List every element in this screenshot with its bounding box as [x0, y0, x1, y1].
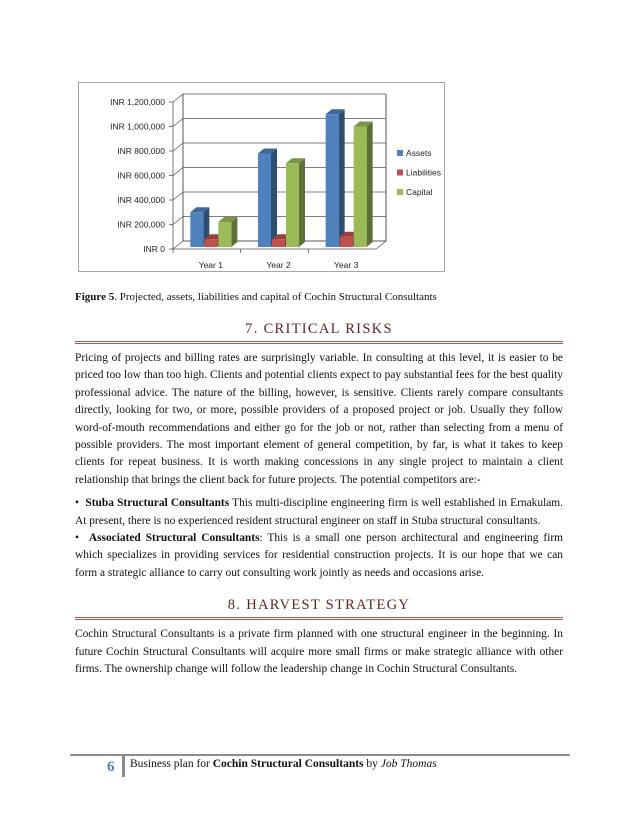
bar-assets — [190, 212, 203, 247]
figure-caption-text: . Projected, assets, liabilities and capital of Cochin Structural Consultants — [114, 291, 437, 303]
bar-liabilities — [340, 237, 353, 247]
x-tick-label: Year 2 — [266, 260, 291, 270]
y-tick-label: INR 0 — [143, 244, 165, 254]
legend-label: Capital — [406, 187, 433, 197]
footer-divider — [70, 754, 570, 756]
competitor-item — [75, 530, 563, 582]
y-tick-label: INR 400,000 — [117, 195, 165, 205]
legend-label: Assets — [406, 148, 432, 158]
footer-separator — [122, 756, 125, 777]
bar-capital — [218, 222, 231, 247]
critical-risks-paragraph: Pricing of projects and billing rates are surprisingly variable. In consulting at this level, it is easier to be priced too low than too high. Clients and potential clients expect to pay substantial fees for the best quality professional advice. The nature of the billing, however, is sensitive. Clients rarely compare consultants directly, looking for two, or more, possible providers of a proposed project or job. Usually they follow word-of-mouth recommendations and either go for the job or not, rather than selecting from a menu of possible providers. The most important element of general competition, by far, is what it takes to keep clients for repeat business. It is worth making concessions in any single project to maintain a client relationship that brings the client back for future projects. The potential competitors are:- — [75, 352, 563, 486]
side-gridline — [173, 143, 183, 151]
section-heading-harvest-strategy: 8. HARVEST STRATEGY — [75, 596, 563, 620]
side-gridline — [173, 217, 183, 225]
bar-capital — [354, 127, 367, 248]
page-number: 6 — [107, 759, 115, 775]
bar-side-capital — [367, 122, 373, 248]
figure-label: Figure 5 — [75, 291, 115, 303]
bar-side-capital — [299, 158, 305, 247]
bullet-icon: • — [75, 532, 89, 545]
x-tick-label: Year 1 — [198, 260, 223, 270]
side-gridline — [173, 94, 183, 102]
bar-assets — [326, 114, 339, 247]
legend-swatch — [397, 170, 403, 176]
bullet-icon: • — [75, 497, 86, 510]
bar-liabilities — [204, 239, 217, 247]
side-gridline — [173, 192, 183, 200]
assets-liabilities-chart — [78, 82, 445, 272]
footer-by: by — [363, 758, 381, 770]
bar-assets — [258, 153, 271, 247]
floor-edge — [376, 241, 386, 249]
bar-side-assets — [339, 109, 345, 247]
competitor-name: Stuba Structural Consultants — [85, 497, 230, 510]
legend-label: Liabilities — [406, 167, 441, 178]
legend-swatch — [397, 189, 403, 195]
footer-company: Cochin Structural Consultants — [212, 758, 364, 770]
footer-prefix: Business plan for — [130, 758, 213, 770]
competitor-list — [75, 495, 563, 582]
bar-side-assets — [271, 148, 277, 247]
bar-side-capital — [231, 217, 237, 247]
legend-swatch — [397, 150, 403, 156]
bar-capital — [286, 163, 299, 247]
competitor-item — [75, 495, 563, 530]
competitor-name: Associated Structural Consultants — [88, 532, 260, 545]
competitor-text: : This is a small one person architectural and engineering firm which specializes in providing services for residential construction projects. It is our hope that we can form a strategic alliance to carry out consulting work jointly as needs and occasions arise. — [75, 532, 563, 579]
y-tick-label: INR 200,000 — [117, 219, 165, 230]
y-tick-label: INR 600,000 — [117, 170, 165, 181]
side-gridline — [173, 168, 183, 176]
y-tick-label: INR 1,000,000 — [110, 121, 165, 132]
section-heading-critical-risks: 7. CRITICAL RISKS — [75, 320, 563, 344]
y-tick-label: INR 800,000 — [117, 146, 165, 156]
side-gridline — [173, 119, 183, 127]
y-tick-label: INR 1,200,000 — [110, 97, 165, 107]
figure-caption — [75, 291, 563, 303]
side-gridline — [173, 241, 183, 249]
footer-author: Job Thomas — [380, 758, 437, 770]
harvest-strategy-paragraph: Cochin Structural Consultants is a private firm planned with one structural engineer in the beginning. In future Cochin Structural Consultants will acquire more small firms or make strategic alliance with other firms. The ownership change will follow the leadership change in Cochin Structural Consultants. — [75, 628, 563, 676]
x-tick-label: Year 3 — [334, 260, 359, 270]
chart-svg — [79, 83, 446, 273]
bar-liabilities — [272, 239, 285, 247]
body-content — [75, 320, 563, 685]
footer-text — [130, 758, 437, 770]
competitor-text: This multi-discipline engineering firm is well established in Ernakulam. At present, there is no experienced resident structural engineer on staff in Stuba structural consultants. — [75, 497, 563, 527]
